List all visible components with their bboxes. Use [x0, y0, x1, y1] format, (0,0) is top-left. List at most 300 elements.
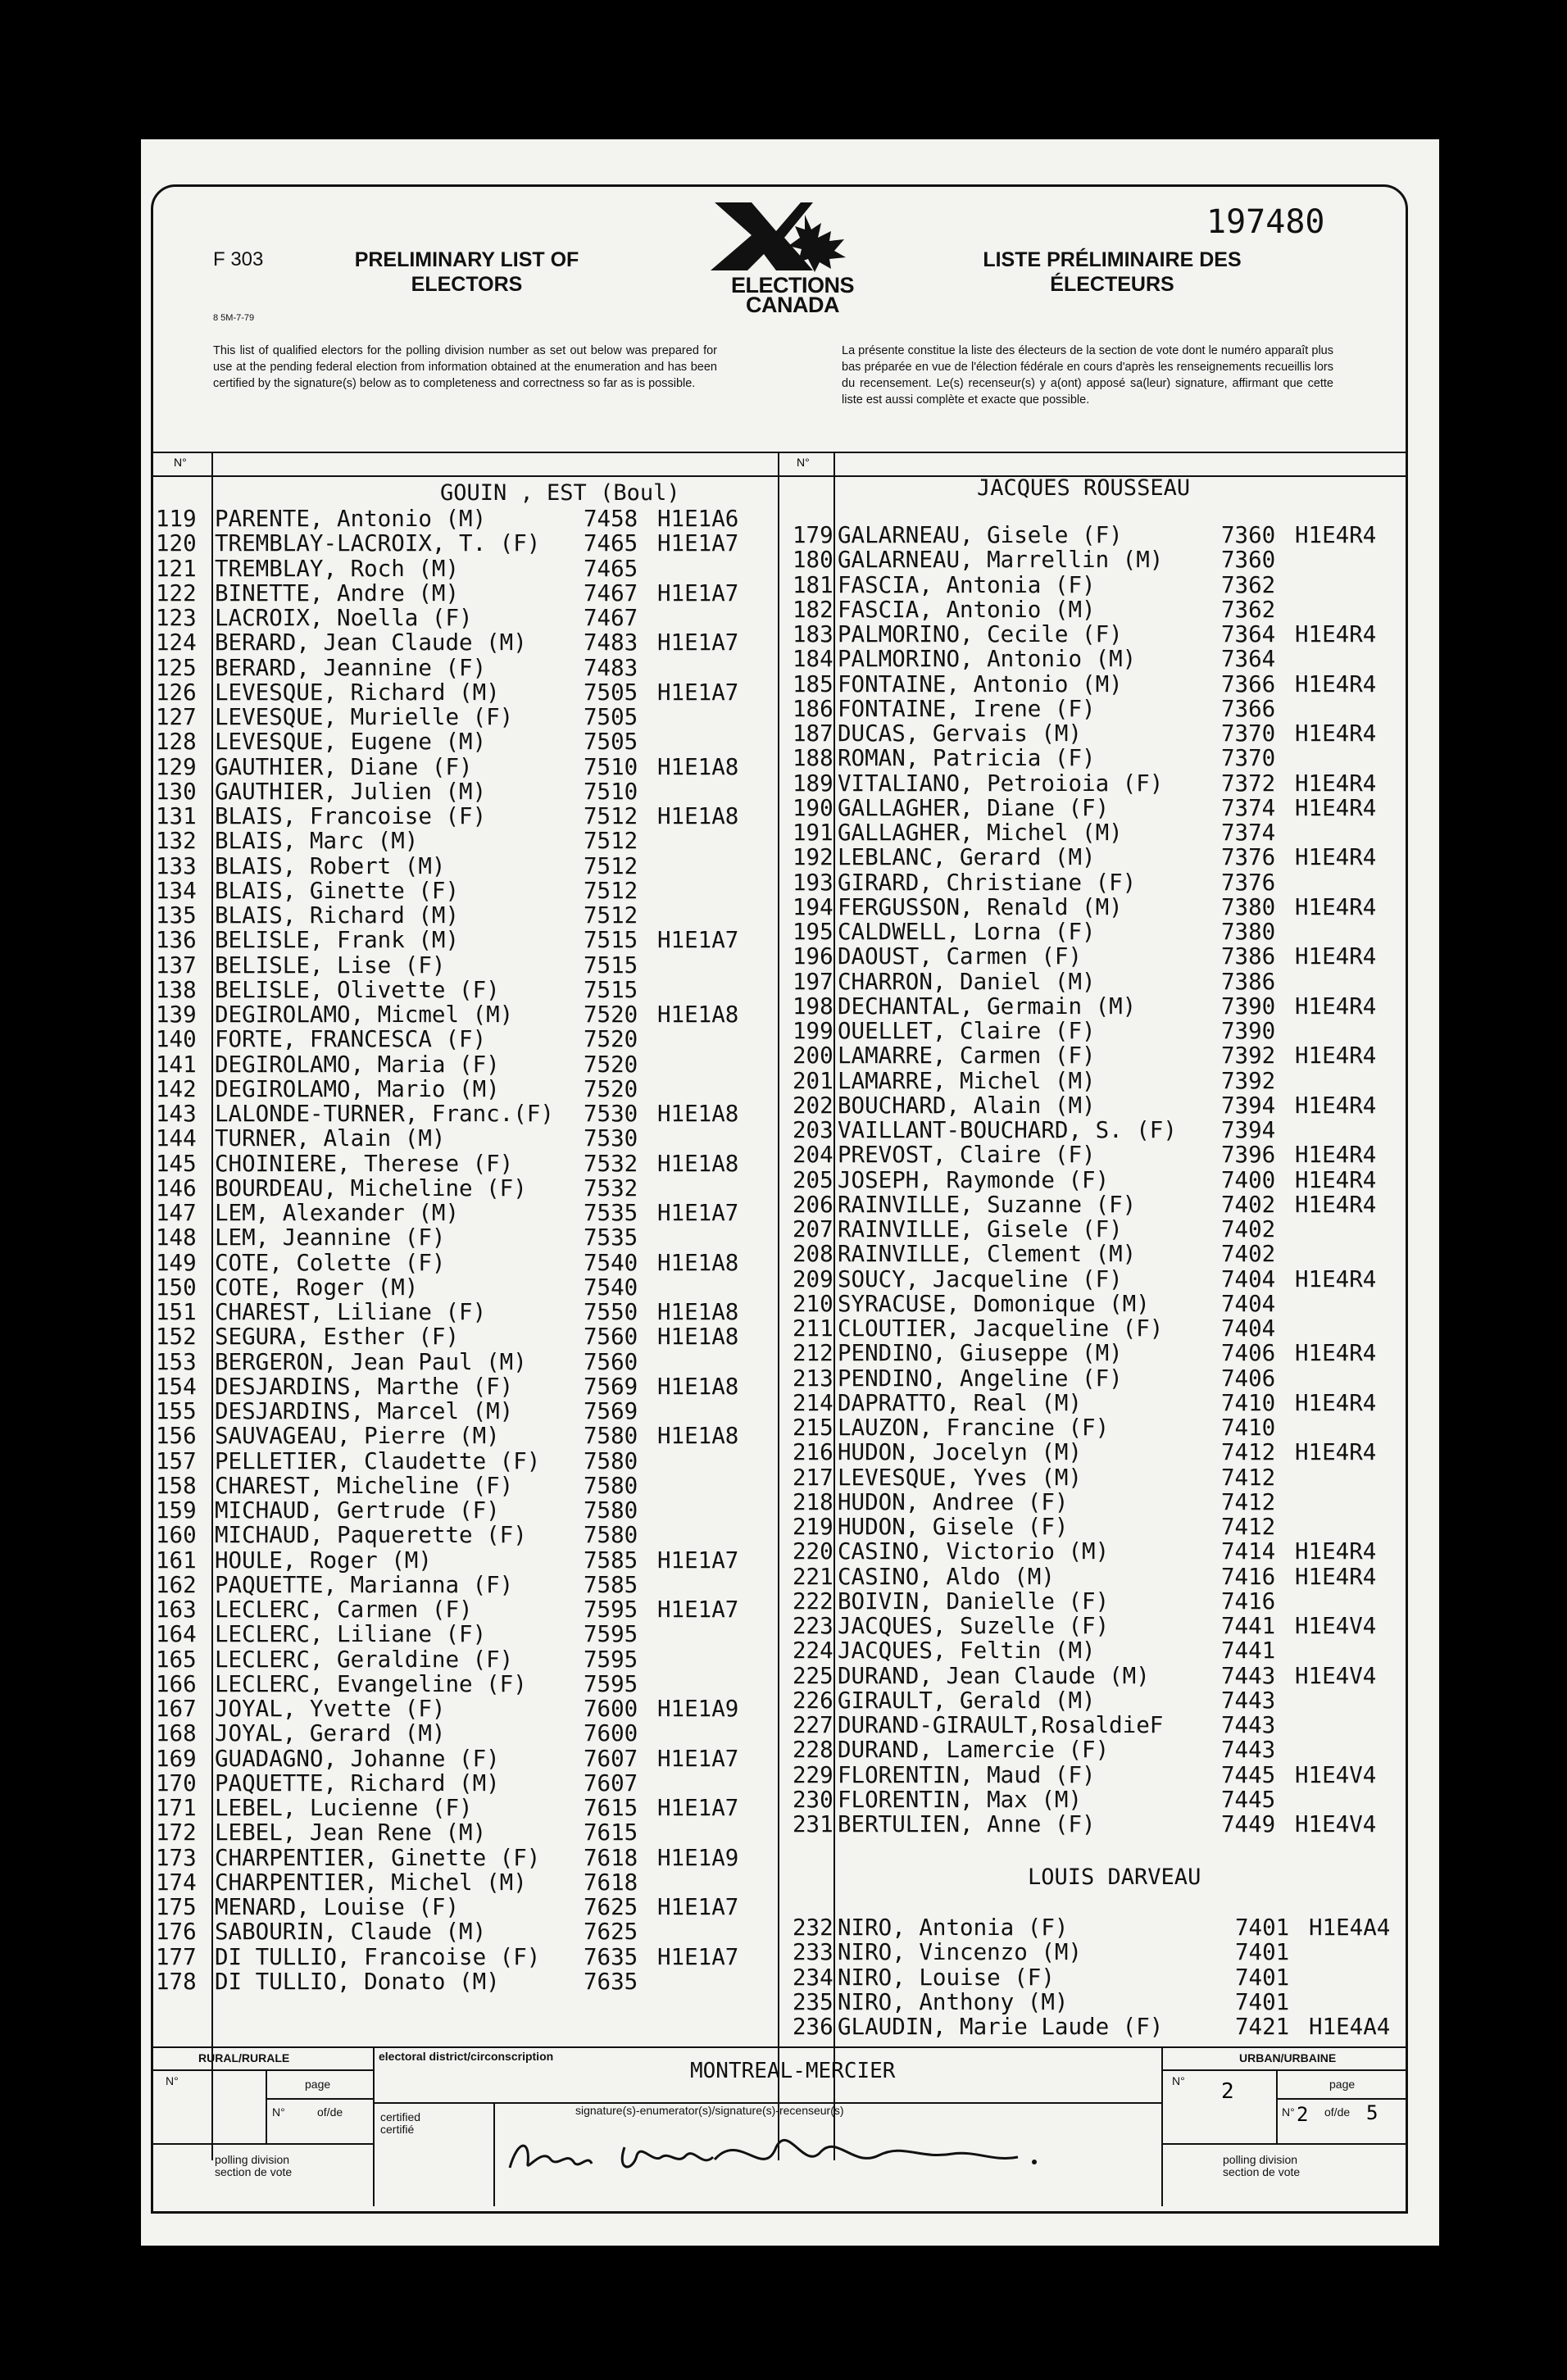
- elector-address: 7370: [1221, 720, 1276, 747]
- elector-name: FASCIA, Antonio (M): [838, 596, 1096, 623]
- elector-number: 187: [793, 720, 833, 747]
- elector-number: 230: [793, 1786, 833, 1813]
- elector-postal-code: H1E1A7: [657, 579, 739, 606]
- elector-number: 123: [156, 605, 197, 631]
- elector-name: PENDINO, Giuseppe (M): [838, 1340, 1123, 1367]
- elector-postal-code: H1E4R4: [1295, 943, 1377, 970]
- footer-top-rule: [151, 2046, 1406, 2048]
- elector-number: 169: [156, 1745, 197, 1772]
- urban-page-label: page: [1329, 2078, 1356, 2091]
- elector-address: 7366: [1221, 670, 1276, 697]
- elector-address: 7412: [1221, 1464, 1276, 1491]
- elector-postal-code: H1E4R4: [1295, 1340, 1377, 1367]
- elector-number: 127: [156, 704, 197, 730]
- elector-postal-code: H1E4R4: [1295, 621, 1377, 647]
- elector-address: 7445: [1221, 1761, 1276, 1788]
- elector-postal-code: H1E4R4: [1295, 1389, 1377, 1416]
- elector-address: 7402: [1221, 1191, 1276, 1218]
- elector-name: FERGUSSON, Renald (M): [838, 893, 1123, 920]
- rural-page-no-label: N°: [272, 2105, 285, 2119]
- elector-postal-code: H1E4R4: [1295, 720, 1377, 747]
- street-heading-jacques-rousseau: JACQUES ROUSSEAU: [977, 475, 1191, 501]
- elector-address: 7585: [584, 1571, 638, 1598]
- elector-postal-code: H1E4R4: [1295, 1265, 1377, 1292]
- elector-name: GIRARD, Christiane (F): [838, 869, 1137, 896]
- elector-address: 7585: [584, 1547, 638, 1574]
- elector-postal-code: H1E4R4: [1295, 1538, 1377, 1565]
- elector-number: 232: [793, 1914, 833, 1941]
- elector-name: DUCAS, Gervais (M): [838, 720, 1083, 747]
- elector-name: RAINVILLE, Clement (M): [838, 1241, 1137, 1268]
- elector-number: 126: [156, 679, 197, 706]
- elector-address: 7535: [584, 1200, 638, 1226]
- elector-name: LEBLANC, Gerard (M): [838, 844, 1096, 871]
- elector-address: 7404: [1221, 1265, 1276, 1292]
- elector-name: LECLERC, Geraldine (F): [215, 1646, 514, 1673]
- elector-postal-code: H1E4R4: [1295, 1092, 1377, 1119]
- elector-name: BERARD, Jean Claude (M): [215, 629, 527, 656]
- elector-address: 7532: [584, 1174, 638, 1201]
- rural-polling-rule: [151, 2143, 374, 2145]
- elector-postal-code: H1E1A7: [657, 1200, 739, 1226]
- elector-number: 131: [156, 803, 197, 829]
- elector-number: 210: [793, 1290, 833, 1317]
- elector-name: CASINO, Victorio (M): [838, 1538, 1110, 1565]
- elector-name: LACROIX, Noella (F): [215, 605, 473, 631]
- elector-number: 164: [156, 1621, 197, 1648]
- elector-postal-code: H1E4R4: [1295, 770, 1377, 797]
- left-no-label: N°: [174, 456, 187, 469]
- elector-number: 208: [793, 1241, 833, 1268]
- elector-number: 121: [156, 555, 197, 582]
- elector-number: 159: [156, 1497, 197, 1524]
- elector-postal-code: H1E1A7: [657, 1547, 739, 1574]
- elector-postal-code: H1E1A7: [657, 679, 739, 706]
- elector-address: 7414: [1221, 1538, 1276, 1565]
- elector-number: 205: [793, 1166, 833, 1193]
- elector-name: DAPRATTO, Real (M): [838, 1389, 1083, 1416]
- elector-postal-code: H1E1A7: [657, 530, 739, 557]
- elector-name: BERARD, Jeannine (F): [215, 654, 487, 681]
- elector-address: 7465: [584, 555, 638, 582]
- left-number-divider: [211, 452, 213, 2160]
- elector-name: DURAND-GIRAULT,RosaldieF: [838, 1712, 1164, 1738]
- elector-address: 7404: [1221, 1290, 1276, 1317]
- elector-name: HOULE, Roger (M): [215, 1547, 432, 1574]
- elector-name: JACQUES, Suzelle (F): [838, 1613, 1110, 1639]
- elector-name: GALARNEAU, Gisele (F): [838, 522, 1123, 548]
- elector-postal-code: H1E1A8: [657, 1423, 739, 1450]
- elector-number: 153: [156, 1348, 197, 1375]
- elector-name: TURNER, Alain (M): [215, 1125, 446, 1152]
- elector-number: 233: [793, 1939, 833, 1966]
- elector-address: 7443: [1221, 1687, 1276, 1714]
- elector-postal-code: H1E1A6: [657, 506, 739, 532]
- elector-postal-code: H1E4V4: [1295, 1613, 1377, 1639]
- elector-number: 130: [156, 778, 197, 805]
- elector-address: 7412: [1221, 1514, 1276, 1540]
- elector-name: HUDON, Gisele (F): [838, 1514, 1069, 1540]
- elector-name: GAUTHIER, Julien (M): [215, 778, 487, 805]
- elector-address: 7394: [1221, 1092, 1276, 1119]
- elector-address: 7374: [1221, 794, 1276, 821]
- elector-name: SABOURIN, Claude (M): [215, 1919, 487, 1946]
- elector-name: COTE, Roger (M): [215, 1274, 419, 1301]
- street-heading-gouin: GOUIN , EST (Boul): [440, 480, 680, 506]
- rural-box-rule: [151, 2069, 374, 2071]
- elector-number: 155: [156, 1398, 197, 1424]
- elector-number: 161: [156, 1547, 197, 1574]
- elector-name: HUDON, Jocelyn (M): [838, 1439, 1083, 1466]
- elector-name: LEM, Jeannine (F): [215, 1224, 446, 1251]
- elector-address: 7520: [584, 1026, 638, 1053]
- elector-number: 132: [156, 828, 197, 855]
- elector-address: 7550: [584, 1299, 638, 1325]
- elector-number: 194: [793, 893, 833, 920]
- elector-address: 7380: [1221, 919, 1276, 945]
- elector-number: 165: [156, 1646, 197, 1673]
- elector-address: 7532: [584, 1150, 638, 1177]
- rural-no-label: N°: [166, 2074, 179, 2087]
- elector-address: 7595: [584, 1670, 638, 1697]
- elector-number: 139: [156, 1002, 197, 1028]
- elector-name: TREMBLAY, Roch (M): [215, 555, 460, 582]
- elector-address: 7569: [584, 1373, 638, 1400]
- elector-address: 7362: [1221, 596, 1276, 623]
- elector-address: 7443: [1221, 1737, 1276, 1764]
- elector-number: 170: [156, 1769, 197, 1796]
- elector-number: 206: [793, 1191, 833, 1218]
- urban-page-no-value: 2: [1297, 2103, 1309, 2126]
- elector-name: OUELLET, Claire (F): [838, 1018, 1096, 1044]
- elector-address: 7580: [584, 1522, 638, 1549]
- elector-number: 225: [793, 1662, 833, 1689]
- elector-number: 137: [156, 952, 197, 979]
- elector-address: 7467: [584, 579, 638, 606]
- elector-name: DI TULLIO, Francoise (F): [215, 1943, 541, 1970]
- elector-name: HUDON, Andree (F): [838, 1488, 1069, 1515]
- elector-number: 220: [793, 1538, 833, 1565]
- elector-address: 7400: [1221, 1166, 1276, 1193]
- elector-number: 141: [156, 1051, 197, 1078]
- elector-name: DURAND, Lamercie (F): [838, 1737, 1110, 1764]
- elector-number: 236: [793, 2014, 833, 2040]
- elector-address: 7390: [1221, 992, 1276, 1020]
- elector-name: CLOUTIER, Jacqueline (F): [838, 1315, 1164, 1342]
- elector-address: 7390: [1221, 1018, 1276, 1044]
- elector-number: 157: [156, 1447, 197, 1474]
- elector-number: 179: [793, 522, 833, 548]
- elector-name: PENDINO, Angeline (F): [838, 1365, 1123, 1392]
- elector-address: 7512: [584, 803, 638, 829]
- elector-postal-code: H1E1A8: [657, 1299, 739, 1325]
- urban-page-of-value: 5: [1366, 2101, 1379, 2124]
- elector-number: 176: [156, 1919, 197, 1946]
- elector-address: 7515: [584, 927, 638, 954]
- elector-number: 148: [156, 1224, 197, 1251]
- elector-number: 213: [793, 1365, 833, 1392]
- elector-number: 212: [793, 1340, 833, 1367]
- signature-label: signature(s)-enumerator(s)/signature(s)-recenseur(s): [575, 2104, 844, 2117]
- elector-number: 146: [156, 1174, 197, 1201]
- rural-no-divider: [266, 2069, 267, 2143]
- elector-name: RAINVILLE, Suzanne (F): [838, 1191, 1137, 1218]
- elector-number: 234: [793, 1964, 833, 1991]
- elector-number: 154: [156, 1373, 197, 1400]
- elector-name: BLAIS, Francoise (F): [215, 803, 487, 829]
- elector-name: DESJARDINS, Marcel (M): [215, 1398, 514, 1424]
- elector-number: 158: [156, 1472, 197, 1499]
- elector-address: 7540: [584, 1249, 638, 1276]
- elector-postal-code: H1E1A7: [657, 927, 739, 954]
- elector-number: 150: [156, 1274, 197, 1301]
- rural-polling-label: polling division: [215, 2153, 290, 2166]
- elector-postal-code: H1E1A8: [657, 1150, 739, 1177]
- elector-address: 7404: [1221, 1315, 1276, 1342]
- elector-name: RAINVILLE, Gisele (F): [838, 1216, 1123, 1242]
- elector-address: 7483: [584, 629, 638, 656]
- urban-polling-rule: [1161, 2143, 1406, 2145]
- elector-name: LAMARRE, Carmen (F): [838, 1042, 1096, 1070]
- elector-postal-code: H1E1A8: [657, 1002, 739, 1028]
- elector-name: CHARRON, Daniel (M): [838, 968, 1096, 995]
- elector-address: 7445: [1221, 1786, 1276, 1813]
- elector-number: 162: [156, 1571, 197, 1598]
- elector-address: 7483: [584, 654, 638, 681]
- elector-name: DECHANTAL, Germain (M): [838, 992, 1137, 1020]
- elector-address: 7580: [584, 1423, 638, 1450]
- elector-postal-code: H1E1A7: [657, 1745, 739, 1772]
- elector-postal-code: H1E4R4: [1295, 1563, 1377, 1590]
- elector-address: 7364: [1221, 646, 1276, 673]
- serial-number: 197480: [1206, 203, 1325, 241]
- elector-name: GALLAGHER, Michel (M): [838, 820, 1123, 846]
- rural-page-rule: [266, 2098, 374, 2100]
- elector-address: 7421: [1235, 2014, 1290, 2040]
- elector-name: CHAREST, Micheline (F): [215, 1472, 514, 1499]
- elector-name: LEBEL, Jean Rene (M): [215, 1819, 487, 1846]
- elector-number: 160: [156, 1522, 197, 1549]
- elector-name: DESJARDINS, Marthe (F): [215, 1373, 514, 1400]
- elector-postal-code: H1E1A7: [657, 1795, 739, 1821]
- elector-number: 124: [156, 629, 197, 656]
- elector-name: LECLERC, Carmen (F): [215, 1597, 473, 1623]
- elector-address: 7416: [1221, 1563, 1276, 1590]
- elector-address: 7386: [1221, 968, 1276, 995]
- elector-name: CHOINIERE, Therese (F): [215, 1150, 514, 1177]
- elector-name: BOUCHARD, Alain (M): [838, 1092, 1096, 1119]
- elector-address: 7374: [1221, 820, 1276, 846]
- elector-address: 7412: [1221, 1439, 1276, 1466]
- elector-name: MICHAUD, Paquerette (F): [215, 1522, 527, 1549]
- elector-address: 7441: [1221, 1637, 1276, 1665]
- elector-name: PAQUETTE, Marianna (F): [215, 1571, 514, 1598]
- elector-name: CASINO, Aldo (M): [838, 1563, 1055, 1590]
- elector-name: MENARD, Louise (F): [215, 1894, 460, 1920]
- elector-postal-code: H1E4R4: [1295, 844, 1377, 871]
- elector-name: DURAND, Jean Claude (M): [838, 1662, 1150, 1689]
- elector-name: CHAREST, Liliane (F): [215, 1299, 487, 1325]
- elector-postal-code: H1E1A7: [657, 629, 739, 656]
- urban-polling-label: polling division: [1223, 2153, 1298, 2166]
- elector-name: SAUVAGEAU, Pierre (M): [215, 1423, 500, 1450]
- elector-number: 171: [156, 1795, 197, 1821]
- elector-address: 7410: [1221, 1389, 1276, 1416]
- elector-number: 151: [156, 1299, 197, 1325]
- elector-address: 7560: [584, 1324, 638, 1351]
- urban-no-divider: [1276, 2069, 1278, 2143]
- elector-number: 122: [156, 579, 197, 606]
- elector-address: 7520: [584, 1002, 638, 1028]
- elector-address: 7625: [584, 1919, 638, 1946]
- elector-number: 184: [793, 646, 833, 673]
- elector-number: 216: [793, 1439, 833, 1466]
- elector-name: COTE, Colette (F): [215, 1249, 446, 1276]
- elector-number: 119: [156, 506, 197, 532]
- elector-number: 185: [793, 670, 833, 697]
- elector-postal-code: H1E4A4: [1309, 2014, 1391, 2040]
- elector-number: 182: [793, 596, 833, 623]
- elector-name: BINETTE, Andre (M): [215, 579, 460, 606]
- right-no-label: N°: [797, 456, 810, 469]
- elector-number: 202: [793, 1092, 833, 1119]
- elector-name: GLAUDIN, Marie Laude (F): [838, 2014, 1164, 2040]
- elector-postal-code: H1E1A8: [657, 803, 739, 829]
- elector-name: BELISLE, Frank (M): [215, 927, 460, 954]
- elector-number: 197: [793, 968, 833, 995]
- elector-postal-code: H1E1A8: [657, 753, 739, 780]
- elector-number: 125: [156, 654, 197, 681]
- elector-number: 181: [793, 571, 833, 598]
- elector-address: 7505: [584, 679, 638, 706]
- rural-page-label: page: [305, 2078, 331, 2091]
- elector-name: LEBEL, Lucienne (F): [215, 1795, 473, 1821]
- elector-name: TREMBLAY-LACROIX, T. (F): [215, 530, 541, 557]
- elector-postal-code: H1E4R4: [1295, 992, 1377, 1020]
- elector-address: 7401: [1235, 1939, 1290, 1966]
- elector-name: DEGIROLAMO, Micmel (M): [215, 1002, 514, 1028]
- elector-number: 190: [793, 794, 833, 821]
- elector-number: 178: [156, 1968, 197, 1995]
- elector-number: 228: [793, 1737, 833, 1764]
- elector-name: LEVESQUE, Yves (M): [838, 1464, 1083, 1491]
- center-divider-b: [833, 452, 835, 2160]
- elector-name: PALMORINO, Antonio (M): [838, 646, 1137, 673]
- elector-postal-code: H1E4R4: [1295, 794, 1377, 821]
- elector-address: 7515: [584, 976, 638, 1003]
- elector-address: 7458: [584, 506, 638, 532]
- elector-number: 207: [793, 1216, 833, 1242]
- elector-number: 198: [793, 992, 833, 1020]
- elector-number: 229: [793, 1761, 833, 1788]
- elector-postal-code: H1E4A4: [1309, 1914, 1391, 1941]
- intro-french: La présente constitue la liste des électeurs de la section de vote dont le numéro apparaît plus bas préparée en vue de l'élection fédérale en cours d'après les renseignements recueillis lors du recensement. Le(s) recenseur(s) y a(ont) apposé sa(leur) signature, affirmant que cette liste est aussi complète et exacte que possible.: [842, 344, 1333, 407]
- elector-name: SEGURA, Esther (F): [215, 1324, 460, 1351]
- certifie-label: certifié: [380, 2123, 415, 2136]
- elector-address: 7386: [1221, 943, 1276, 970]
- elector-number: 217: [793, 1464, 833, 1491]
- elector-postal-code: H1E4R4: [1295, 522, 1377, 548]
- elector-address: 7618: [584, 1844, 638, 1871]
- elector-postal-code: H1E1A7: [657, 1597, 739, 1623]
- elector-address: 7366: [1221, 695, 1276, 722]
- elector-name: SYRACUSE, Domonique (M): [838, 1290, 1150, 1317]
- elector-address: 7600: [584, 1696, 638, 1722]
- urban-no-value: 2: [1221, 2079, 1234, 2104]
- elector-number: 189: [793, 770, 833, 797]
- elector-number: 227: [793, 1712, 833, 1738]
- elector-postal-code: H1E4R4: [1295, 1042, 1377, 1070]
- elector-address: 7625: [584, 1894, 638, 1920]
- elector-address: 7580: [584, 1472, 638, 1499]
- elector-number: 219: [793, 1514, 833, 1540]
- elector-name: VITALIANO, Petroioia (F): [838, 770, 1164, 797]
- elector-name: LEVESQUE, Murielle (F): [215, 704, 514, 730]
- elector-name: NIRO, Anthony (M): [838, 1988, 1069, 2015]
- elector-name: DEGIROLAMO, Maria (F): [215, 1051, 500, 1078]
- elector-number: 183: [793, 621, 833, 647]
- elector-postal-code: H1E4R4: [1295, 893, 1377, 920]
- elector-postal-code: H1E4V4: [1295, 1811, 1377, 1837]
- elector-number: 196: [793, 943, 833, 970]
- elector-number: 134: [156, 877, 197, 904]
- elector-address: 7376: [1221, 844, 1276, 871]
- logo-elections-text: ELECTIONS: [730, 273, 854, 298]
- rural-label: RURAL/RURALE: [198, 2051, 290, 2064]
- elector-number: 149: [156, 1249, 197, 1276]
- elector-name: LALONDE-TURNER, Franc.(F): [215, 1101, 554, 1127]
- elector-address: 7535: [584, 1224, 638, 1251]
- elector-name: LEVESQUE, Eugene (M): [215, 729, 487, 756]
- elector-name: FONTAINE, Antonio (M): [838, 670, 1123, 697]
- elector-name: GALLAGHER, Diane (F): [838, 794, 1110, 821]
- elector-postal-code: H1E1A7: [657, 1943, 739, 1970]
- rural-page-of-label: of/de: [317, 2105, 343, 2119]
- elector-number: 140: [156, 1026, 197, 1053]
- elector-name: FLORENTIN, Maud (F): [838, 1761, 1096, 1788]
- elector-address: 7615: [584, 1819, 638, 1846]
- elector-name: JOYAL, Yvette (F): [215, 1696, 446, 1722]
- elector-address: 7443: [1221, 1662, 1276, 1689]
- elector-address: 7376: [1221, 869, 1276, 896]
- elector-postal-code: H1E4R4: [1295, 670, 1377, 697]
- elector-address: 7394: [1221, 1117, 1276, 1143]
- print-code: 8 5M-7-79: [213, 313, 255, 323]
- elector-number: 133: [156, 852, 197, 879]
- title-french: LISTE PRÉLIMINAIRE DES ÉLECTEURS: [983, 248, 1242, 296]
- elector-address: 7401: [1235, 1988, 1290, 2015]
- elector-name: BELISLE, Lise (F): [215, 952, 446, 979]
- elector-postal-code: H1E1A7: [657, 1894, 739, 1920]
- elector-address: 7530: [584, 1101, 638, 1127]
- form-number: F 303: [213, 248, 264, 270]
- elector-name: NIRO, Antonia (F): [838, 1914, 1069, 1941]
- urban-page-no-label: N°: [1282, 2105, 1295, 2119]
- rural-section-label: section de vote: [215, 2165, 293, 2178]
- elector-name: BERTULIEN, Anne (F): [838, 1811, 1096, 1837]
- elector-number: 215: [793, 1415, 833, 1441]
- elector-postal-code: H1E1A8: [657, 1373, 739, 1400]
- elector-number: 129: [156, 753, 197, 780]
- elector-name: BLAIS, Robert (M): [215, 852, 446, 879]
- elector-name: BELISLE, Olivette (F): [215, 976, 500, 1003]
- elector-address: 7607: [584, 1745, 638, 1772]
- elector-name: NIRO, Louise (F): [838, 1964, 1055, 1991]
- elector-name: PELLETIER, Claudette (F): [215, 1447, 541, 1474]
- elector-address: 7406: [1221, 1365, 1276, 1392]
- elector-name: PALMORINO, Cecile (F): [838, 621, 1123, 647]
- elector-name: LECLERC, Liliane (F): [215, 1621, 487, 1648]
